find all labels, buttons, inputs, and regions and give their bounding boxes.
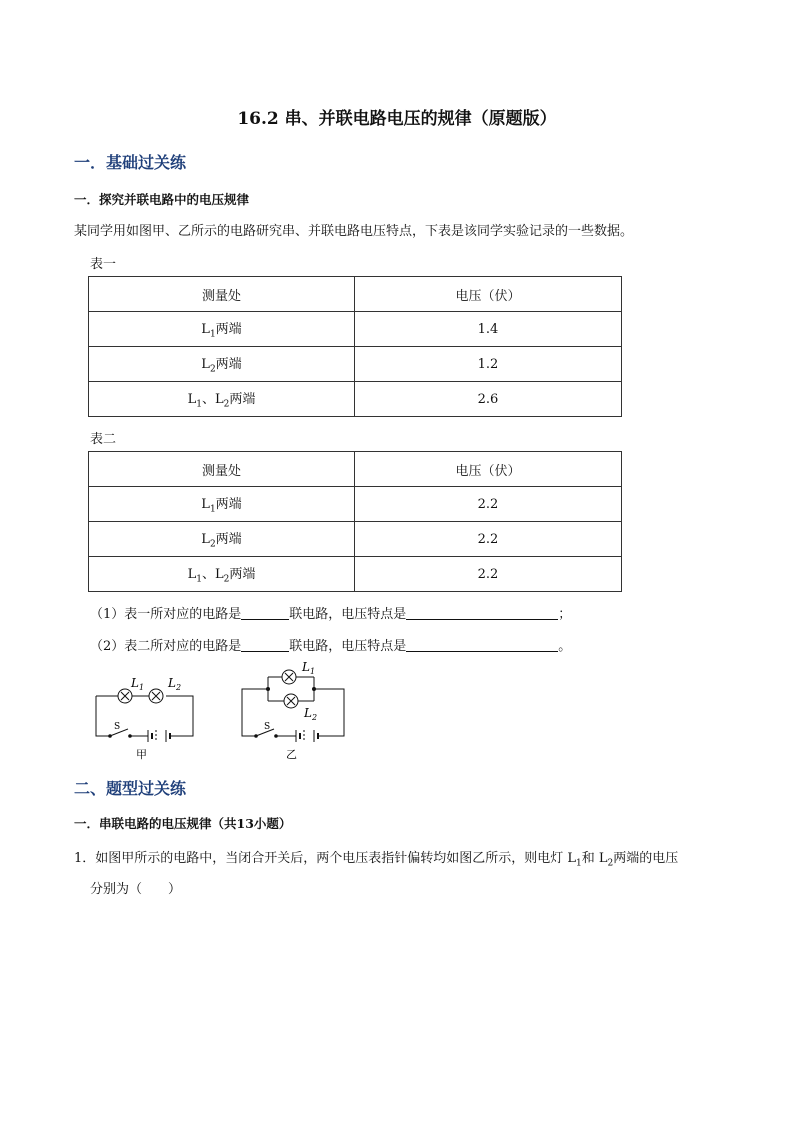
- table-row: [89, 522, 622, 557]
- question-1-stem-line2: 分别为（ ）: [90, 882, 182, 897]
- row-value: 2.2: [355, 557, 622, 592]
- page-title: 16.2 串、并联电路电压的规律（原题版）: [237, 109, 557, 129]
- row-value: 1.2: [355, 347, 622, 382]
- header-voltage: 电压（伏）: [355, 277, 622, 312]
- question-1-stem: 1．如图甲所示的电路中，当闭合开关后，两个电压表指针偏转均如图乙所示，则电灯 $L_1$和 $L_2$两端的电压: [74, 851, 679, 869]
- row-value: 1.4: [355, 312, 622, 347]
- header-location: 测量处: [89, 277, 355, 312]
- row-label: $L_2$两端: [89, 522, 355, 557]
- topic-heading-series: 一．串联电路的电压规律（共13小题）: [74, 816, 292, 831]
- switch-label: S: [114, 722, 121, 732]
- row-label: $L_1$两端: [89, 487, 355, 522]
- lamp-l2-label: $L_2$: [304, 706, 318, 722]
- figure-caption-yi: 乙: [286, 748, 297, 761]
- header-location: 测量处: [89, 452, 355, 487]
- row-label: $L_1$、$L_2$两端: [89, 557, 355, 592]
- lamp-l1-label: $L_1$: [131, 676, 145, 692]
- row-label: $L_1$两端: [89, 312, 355, 347]
- series-circuit-diagram: [88, 668, 208, 766]
- row-label: $L_2$两端: [89, 347, 355, 382]
- table1: [88, 276, 622, 417]
- table-header-row: [89, 452, 622, 487]
- row-value: 2.2: [355, 487, 622, 522]
- answer-blank-type[interactable]: [241, 605, 289, 620]
- row-value: 2.6: [355, 382, 622, 417]
- parallel-circuit-diagram: [232, 660, 356, 768]
- answer-blank-feature[interactable]: [406, 605, 558, 620]
- table2-caption: 表二: [90, 432, 117, 447]
- table-row: [89, 312, 622, 347]
- table-row: [89, 487, 622, 522]
- lamp-l2-label: $L_2$: [168, 676, 182, 692]
- table1-caption: 表一: [90, 257, 117, 272]
- switch-label: S: [264, 722, 271, 732]
- table2: [88, 451, 622, 592]
- table-row: [89, 557, 622, 592]
- answer-blank-type[interactable]: [241, 637, 289, 652]
- section-heading-question-types: 二、题型过关练: [74, 779, 187, 798]
- lamp-l1-label: $L_1$: [302, 660, 316, 676]
- question-1-text: （1）表一所对应的电路是 联电路，电压特点是 ；: [90, 607, 572, 622]
- header-voltage: 电压（伏）: [355, 452, 622, 487]
- table-header-row: [89, 277, 622, 312]
- question-2-text: （2）表二所对应的电路是 联电路，电压特点是 。: [90, 639, 572, 654]
- row-label: $L_1$、$L_2$两端: [89, 382, 355, 417]
- intro-paragraph: 某同学用如图甲、乙所示的电路研究串、并联电路电压特点，下表是该同学实验记录的一些数据。: [74, 224, 634, 239]
- answer-blank-feature[interactable]: [406, 637, 558, 652]
- table-row: [89, 347, 622, 382]
- table-row: [89, 382, 622, 417]
- section-heading-basic: 一．基础过关练: [74, 153, 187, 172]
- row-value: 2.2: [355, 522, 622, 557]
- topic-heading-parallel: 一．探究并联电路中的电压规律: [74, 192, 250, 207]
- figure-caption-jia: 甲: [136, 748, 147, 761]
